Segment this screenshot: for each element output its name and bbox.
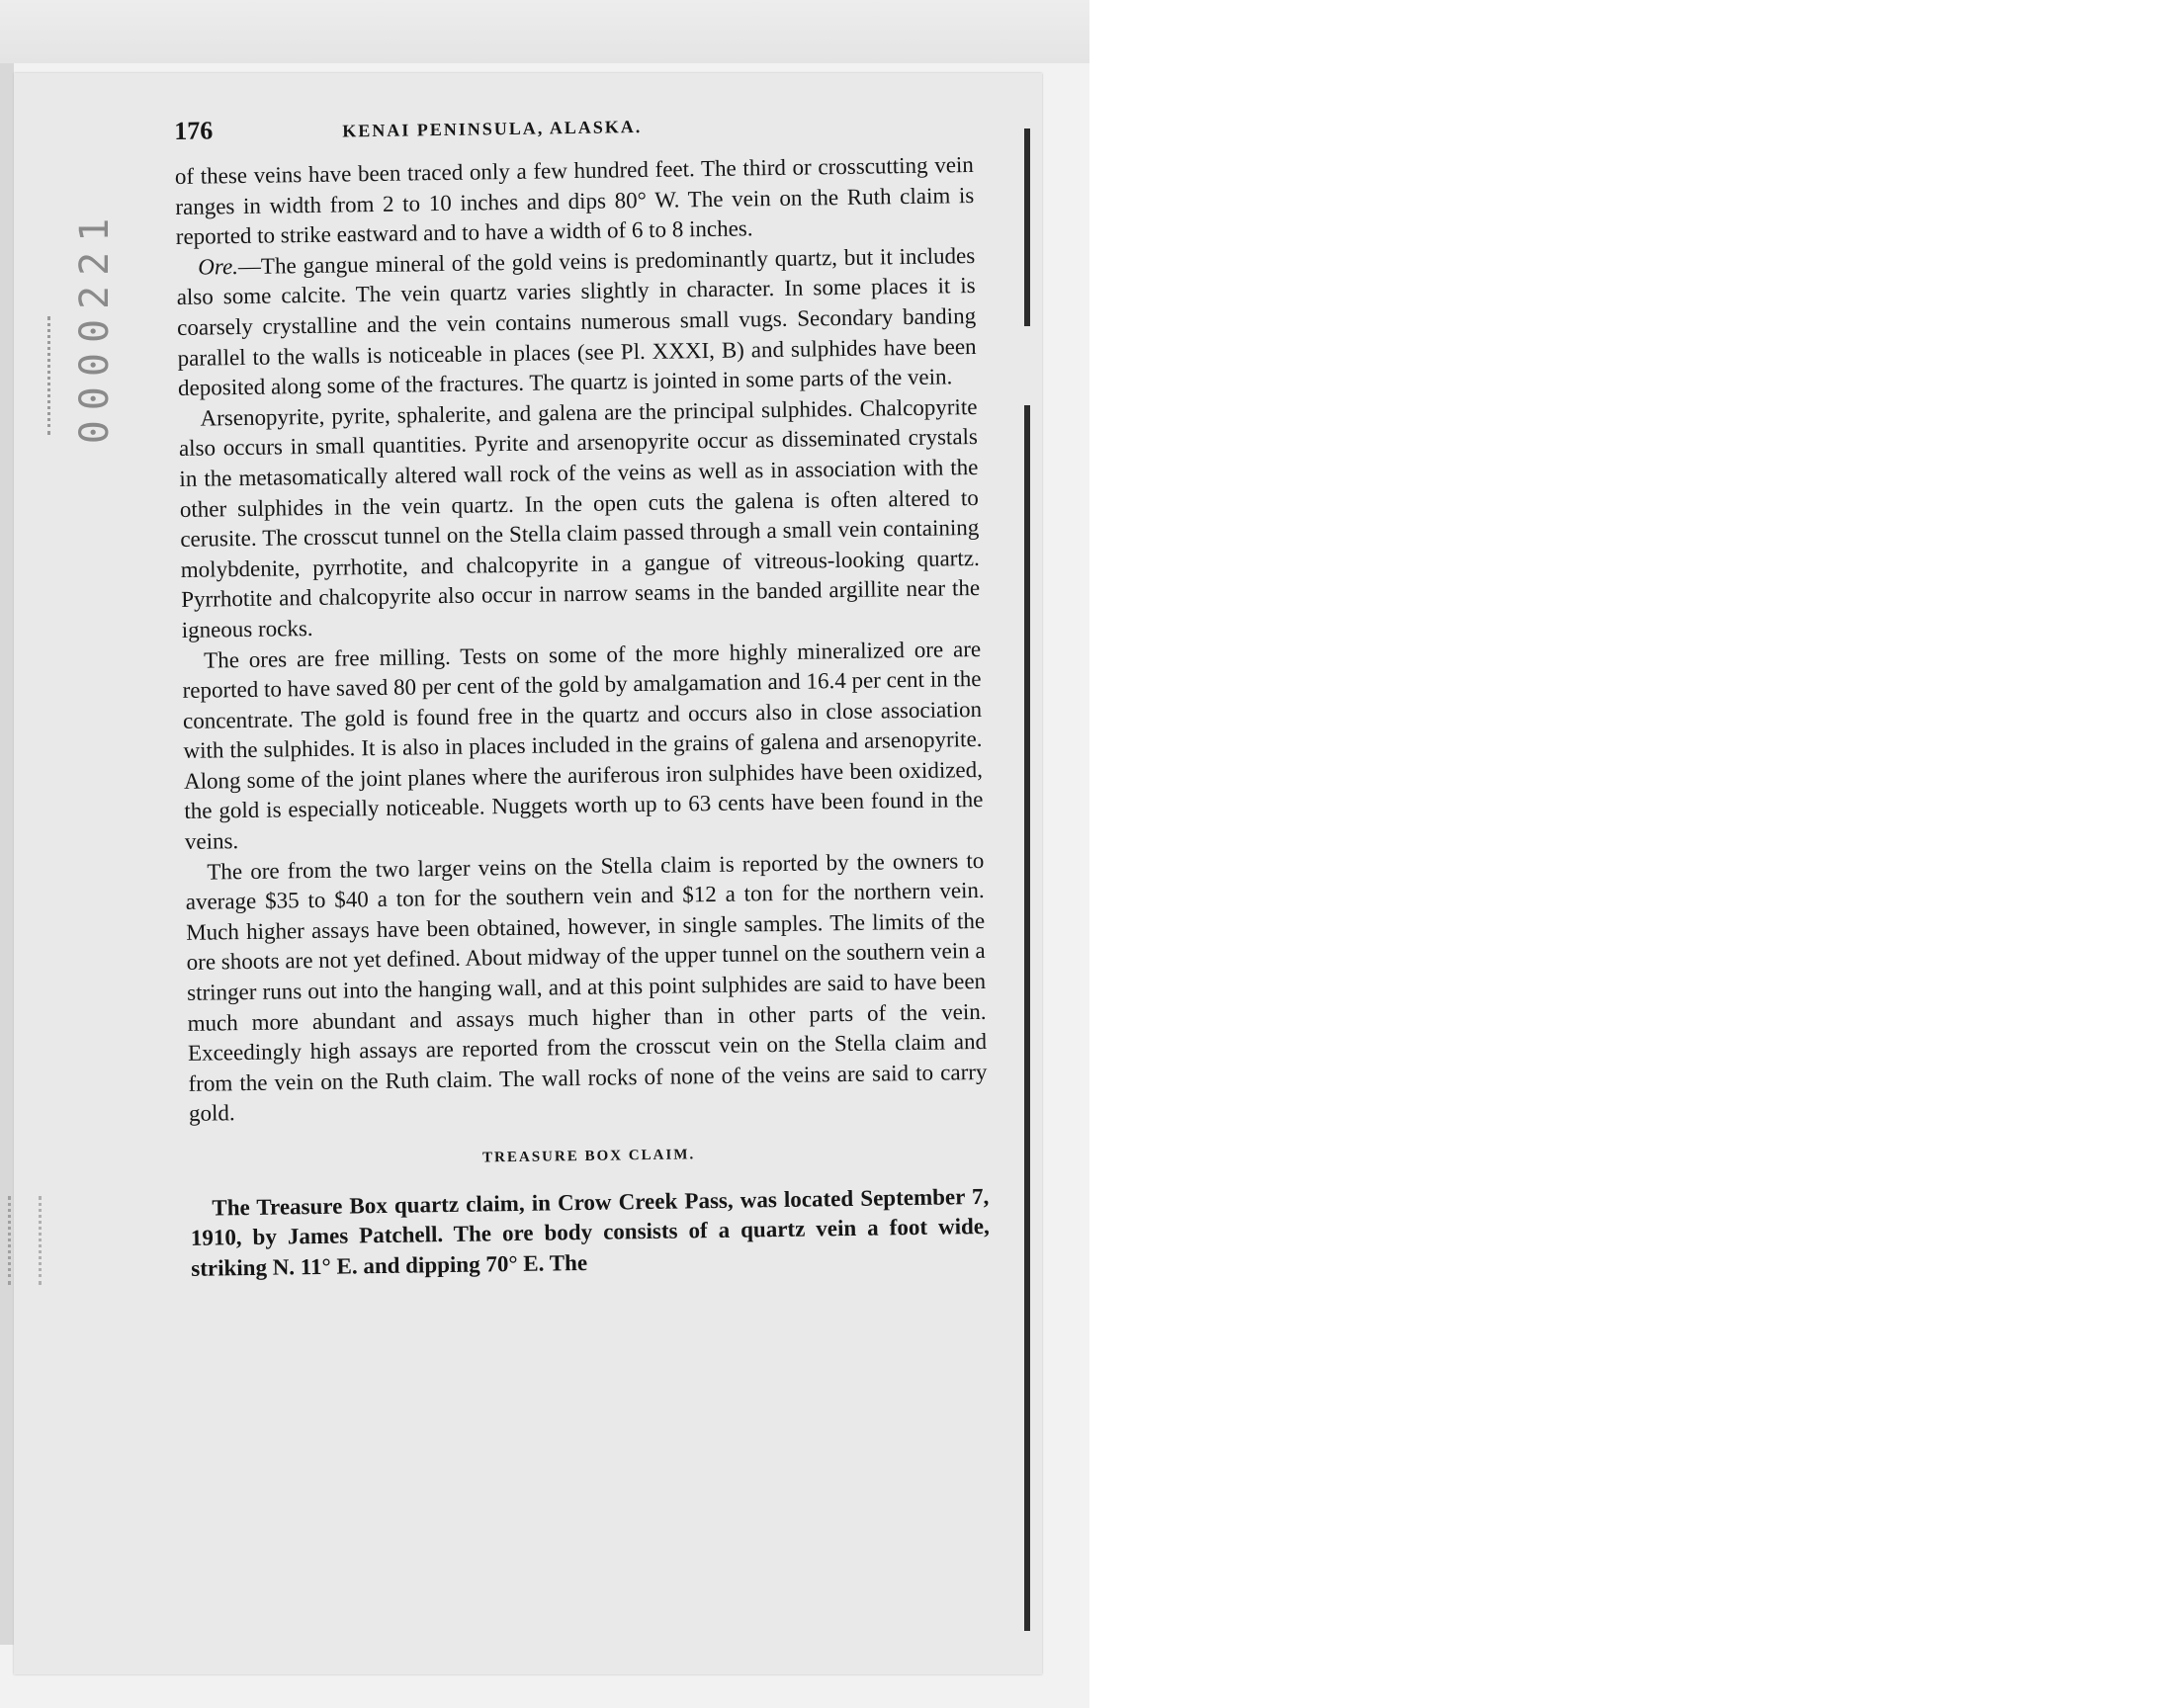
paragraph: Arsenopyrite, pyrite, sphalerite, and galena are the principal sulphides. Chalcopyrite also occurs in small quantities. Pyrite and arsenopyrite occur as disseminated crystals in the metasomatically altered wall rock of the veins as well as in association with the other sulphides in the vein quartz. In the open cuts the galena is often altered to cerusite. The crosscut tunnel on the Stella claim passed through a small vein containing molybdenite, pyrrhotite, and chalcopyrite in a gangue of vitreous-looking quartz. Pyrrhotite and chalcopyrite also occur in narrow seams in the banded argillite near the igneous rocks. — [178, 393, 981, 642]
paragraph-lead: Ore. — [198, 253, 239, 280]
paragraph: The ore from the two larger veins on the Stella claim is reported by the owners to average $35 to $40 a ton for the southern vein and $12 a ton for the northern vein. Much higher assays have been obtained, however, in single samples. The limits of the ore shoots are not yet defined. About midway of the upper tunnel on the southern vein a stringer runs out into the hanging wall, and at this point sulphides are said to have been much more abundant and assays much higher than in other parts of the vein. Exceedingly high assays are reported from the crosscut vein on the Stella claim and from the vein on the Ruth claim. The wall rocks of none of the veins are said to carry gold. — [185, 847, 988, 1127]
paragraph-ore — [176, 241, 977, 404]
stamp-marks — [47, 316, 70, 435]
edge-marks — [8, 1196, 42, 1285]
page-number: 176 — [174, 116, 214, 145]
page-edge-rule — [1024, 405, 1030, 1631]
paragraph: The Treasure Box quartz claim, in Crow Creek Pass, was located September 7, 1910, by James Patchell. The ore body consists of a quartz vein a foot wide, striking N. 11° E. and dipping 70° E. The — [190, 1183, 990, 1281]
page-edge-rule — [1024, 128, 1030, 326]
running-title: KENAI PENINSULA, ALASKA. — [342, 116, 643, 141]
paragraph: The ores are free milling. Tests on some of the more highly mineralized ore are reported to have saved 80 per cent of the gold by amalgamation and 16.4 per cent in the concentrate. The gold is found free in the quartz and occurs also in close association with the sulphides. It is also in places included in the grains of galena and arsenopyrite. Along some of the joint planes where the auriferous iron sulphides have been oxidized, the gold is especially noticeable. Nuggets worth up to 63 cents have been found in the veins. — [182, 636, 984, 854]
scanner-top-strip — [0, 0, 1089, 63]
stamp-number: 0000221 — [72, 208, 118, 445]
paragraph: of these veins have been traced only a few hundred feet. The third or crosscutting vein ranges in width from 2 to 10 inches and dips 80° W. The vein on the Ruth claim is reported to strike eastward and to have a width of 6 to 8 inches. — [174, 152, 975, 250]
scanner-left-shadow — [0, 63, 14, 1645]
page-text — [174, 105, 990, 1284]
paragraph-body: —The gangue mineral of the gold veins is predominantly quartz, but it includes also some calcite. The vein quartz varies slightly in character. In some places it is coarsely crystalline and the vein contains numerous small vugs. Secondary banding parallel to the walls is noticeable in places (see Pl. XXXI, B) and sulphides have been deposited along some of the fractures. The quartz is jointed in some parts of the vein. — [176, 242, 977, 401]
section-heading: TREASURE BOX CLAIM. — [481, 1147, 696, 1166]
